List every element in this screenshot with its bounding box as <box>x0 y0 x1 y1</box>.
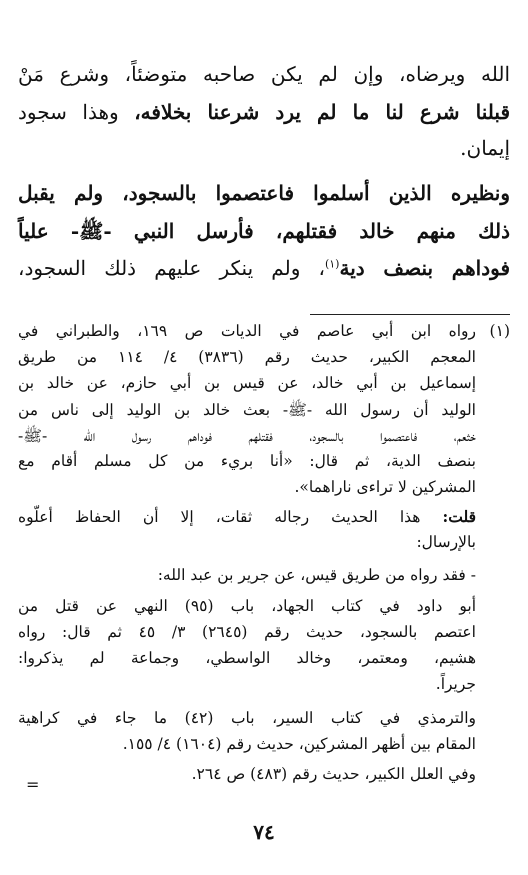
qult-line-2: بالإرسال: <box>416 533 476 551</box>
abu-dawud-line-4: جريراً. <box>435 675 476 693</box>
abu-dawud-line-3: هشيم، ومعتمر، وخالد الواسطي، وجماعة لم يذكروا: <box>18 649 476 667</box>
main-line-1: الله ويرضاه، وإن لم يكن صاحبه متوضئاً، وشرع مَنْ <box>18 62 510 86</box>
tirmidhi-line-3: وفي العلل الكبير، حديث رقم (٤٨٣) ص ٢٦٤. <box>191 765 476 783</box>
page-number: ٧٤ <box>253 820 275 844</box>
footnote-line-7: المشركين لا تراءى ناراهما». <box>294 478 476 496</box>
tirmidhi-line-2: المقام بين أظهر المشركين، حديث رقم (١٦٠٤) ٤/ ١٥٥. <box>122 735 476 753</box>
footnote-line-4: الوليد أن رسول الله -ﷺ- بعث خالد بن الوليد إلى ناس من <box>18 401 476 419</box>
footnote-line-3: إسماعيل بن أبي خالد، عن قيس بن أبي حازم، عن خالد بن <box>18 374 476 392</box>
footnote-line-6: بنصف الدية، ثم قال: «أنا بريء من كل مسلم أقام مع <box>18 452 476 470</box>
bold-rule-text: قبلنا شرع لنا ما لم يرد شرعنا بخلافه، <box>134 100 511 124</box>
abu-dawud-line-2: اعتصم بالسجود، حديث رقم (٢٦٤٥) ٣/ ٤٥ ثم قال: رواه <box>18 623 476 641</box>
abu-dawud-line-1: أبو داود في كتاب الجهاد، باب (٩٥) النهي عن قتل من <box>18 597 477 615</box>
main-line-2: قبلنا شرع لنا ما لم يرد شرعنا بخلافه، وهذا سجود <box>18 100 511 124</box>
footnote-number: (١) <box>489 322 510 340</box>
main-line-3: إيمان. <box>460 136 510 160</box>
continuation-mark: = <box>26 775 40 794</box>
footnote-reference: (١) <box>324 257 340 271</box>
footnote-line-2: المعجم الكبير، حديث رقم (٣٨٣٦) ٤/ ١١٤ من طريق <box>18 348 476 366</box>
tirmidhi-line-1: والترمذي في كتاب السير، باب (٤٢) ما جاء في كراهية <box>18 709 476 727</box>
qult-line-3: - فقد رواه من طريق قيس، عن جرير بن عبد الله: <box>157 566 476 584</box>
main-line-4: ونظيره الذين أسلموا فاعتصموا بالسجود، ولم يقبل <box>18 181 510 205</box>
qult-line-1: قلت: هذا الحديث رجاله ثقات، إلا أن الحفاظ أعلّوه <box>18 507 476 526</box>
footnote-line-1: رواه ابن أبي عاصم في الديات ص ١٦٩، والطبراني في <box>18 322 477 340</box>
main-line-5: ذلك منهم خالد فقتلهم، فأرسل النبي -ﷺ- علياً <box>18 219 510 243</box>
footnote-separator <box>310 314 510 315</box>
qult-label: قلت: <box>442 507 476 526</box>
main-line-6: فوداهم بنصف دية$^{(١)}$، ولم ينكر عليهم ذلك السجود، <box>18 256 511 280</box>
footnote-line-5: خثعم، فاعتصموا بالسجود، فقتلهم فوداهم رسول الله -ﷺ- <box>18 427 476 445</box>
